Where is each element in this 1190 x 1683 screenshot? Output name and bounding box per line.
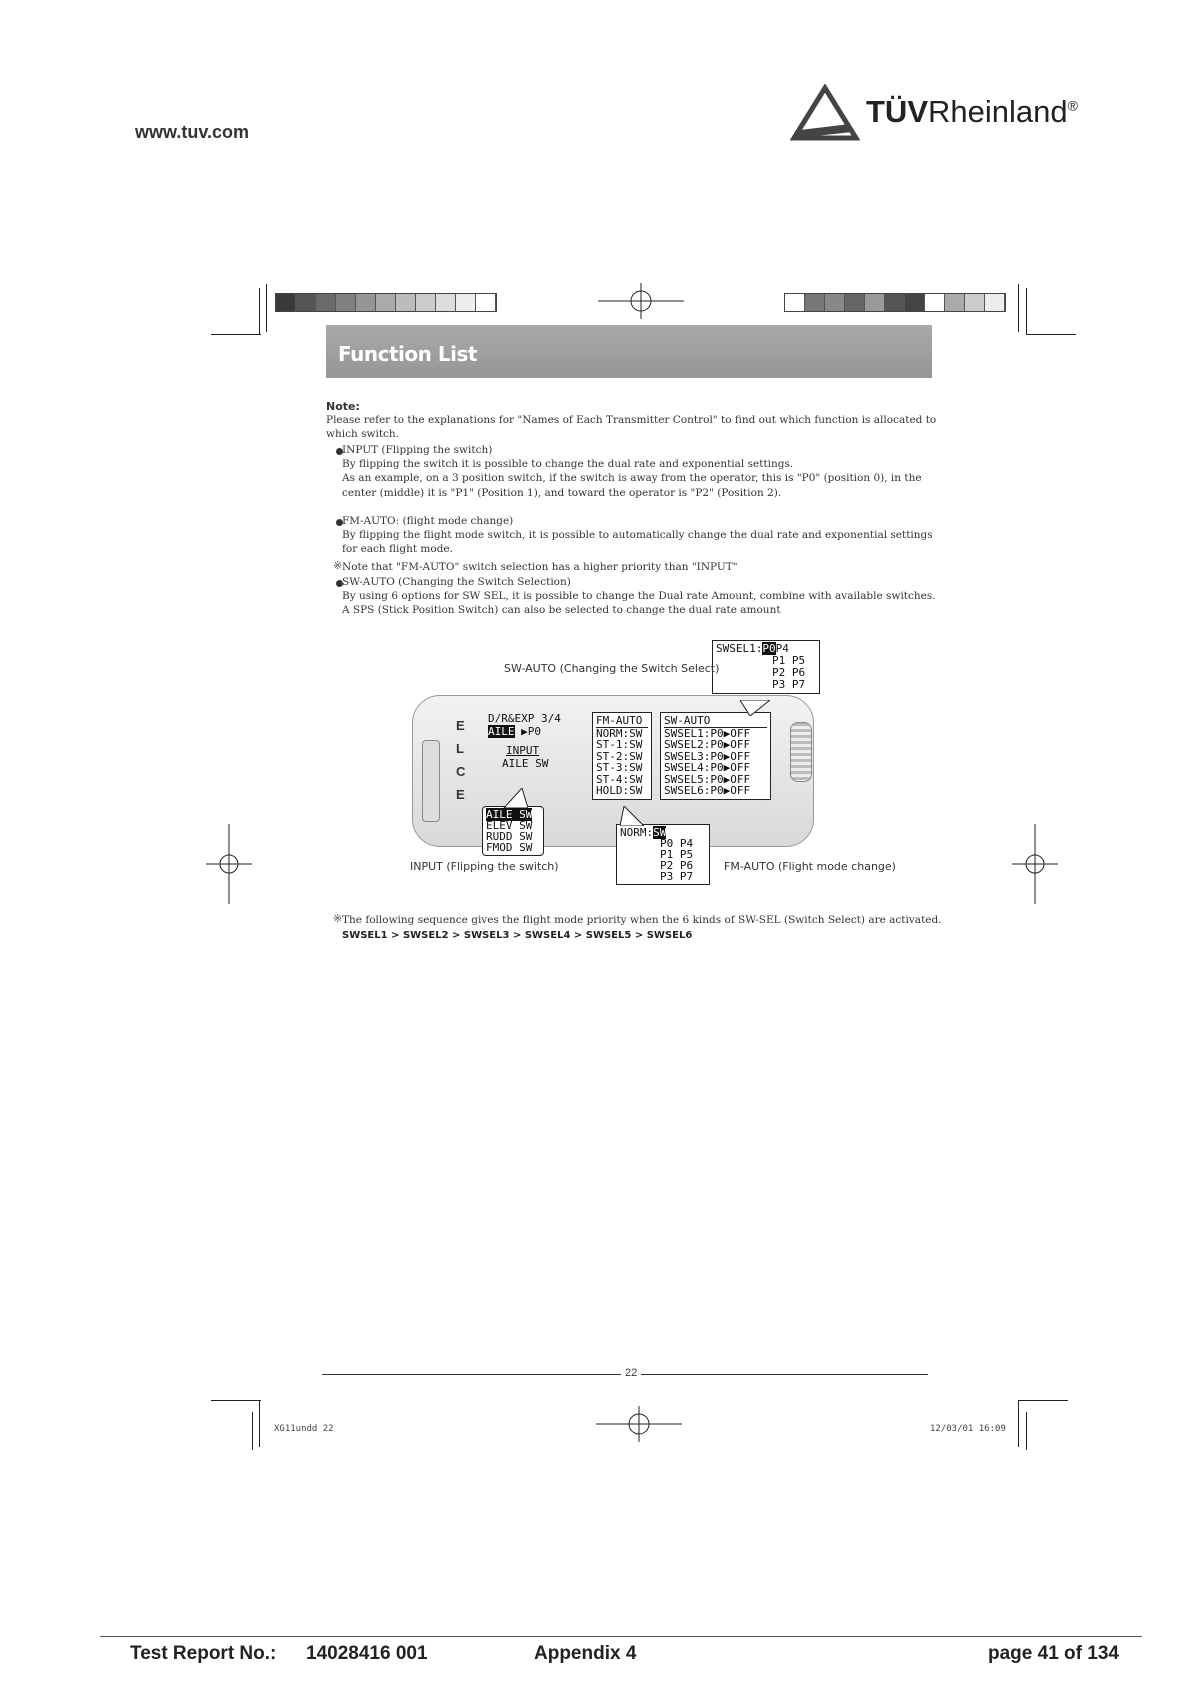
dr-exp-screen: D/R&EXP 3/4 AILE ▶P0 INPUT AILE SW (488, 712, 561, 770)
sw-auto-screen: SW-AUTO SWSEL1:P0▶OFF SWSEL2:P0▶OFF SWSEL3:P0▶OFF SWSEL4:P0▶OFF SWSEL5:P0▶OFF SWSEL6:P0▶OFF (660, 712, 771, 800)
input-section: INPUT (Flipping the switch) By flipping the switch it is possible to change the dual rate and exponential settings. As an example, on a 3 position switch, if the switch is away from the operator, this is "P0" (position 0), in the center (middle) it is "P1" (Position 1), and toward the operator is "P2" (Position 2). (342, 444, 922, 499)
website-url: www.tuv.com (135, 122, 250, 142)
asterisk-icon: ※ (333, 560, 343, 572)
triangle-logo-icon (790, 84, 860, 142)
report-number: 14028416 001 (306, 1643, 428, 1664)
fm-auto-screen: FM-AUTO NORM:SW ST-1:SW ST-2:SW ST-3:SW ST-4:SW HOLD:SW (592, 712, 652, 800)
registration-mark-icon (206, 824, 252, 904)
page-counter: page 41 of 134 (988, 1643, 1119, 1664)
caption-sw-auto: SW-AUTO (Changing the Switch Select) (504, 662, 720, 675)
caption-fm-auto: FM-AUTO (Flight mode change) (724, 860, 896, 873)
left-controls (422, 740, 440, 822)
tuv-logo (790, 84, 1130, 144)
report-number-label: Test Report No.: (130, 1643, 277, 1664)
sw-auto-section: SW-AUTO (Changing the Switch Selection) By using 6 options for SW SEL, it is possible to change the Dual rate Amount, combine with available switches. A SPS (Stick Position Switch) can also be selected to change the dual rate amount (342, 576, 936, 617)
caption-input: INPUT (Flipping the switch) (410, 860, 559, 873)
dial-icon (790, 722, 812, 782)
footer-rule (100, 1636, 1142, 1637)
sequence-note: The following sequence gives the flight mode priority when the 6 kinds of SW-SEL (Switch Select) are activated. (342, 914, 942, 926)
print-slug-left: XG11undd 22 (274, 1424, 334, 1434)
registration-mark-icon (598, 283, 684, 319)
priority-note: Note that "FM-AUTO" switch selection has a higher priority than "INPUT" (342, 561, 738, 573)
callout-pointer-icon (740, 700, 770, 716)
page-title: Function List (338, 342, 477, 366)
sw-select-popup: SWSEL1:P0P4 P1 P5 P2 P6 P3 P7 (712, 640, 820, 694)
brand-name: TÜVRheinland® (866, 94, 1078, 129)
color-bar-right (784, 293, 1006, 312)
flight-mode-popup: NORM:SW P0 P4 P1 P5 P2 P6 P3 P7 (616, 824, 710, 885)
page-number: 22 (621, 1367, 641, 1379)
callout-pointer-icon (502, 788, 528, 808)
note-heading: Note: (326, 400, 360, 413)
callout-pointer-icon (620, 806, 644, 826)
appendix-label: Appendix 4 (534, 1643, 637, 1664)
registration-mark-icon (596, 1406, 682, 1442)
sequence-order: SWSEL1 > SWSEL2 > SWSEL3 > SWSEL4 > SWSEL5 > SWSEL6 (342, 930, 693, 941)
input-switch-popup: AILE SW ELEV SW RUDD SW FMOD SW (482, 806, 544, 856)
color-bar-left (275, 293, 497, 312)
fm-auto-section: FM-AUTO: (flight mode change) By flipping the flight mode switch, it is possible to automatically change the dual rate and exponential settings for each flight mode. (342, 515, 933, 556)
side-key-labels: E L C E (456, 718, 466, 802)
registration-mark-icon (1012, 824, 1058, 904)
note-text: Please refer to the explanations for "Names of Each Transmitter Control" to find out which function is allocated to which switch. (326, 414, 937, 441)
print-slug-right: 12/03/01 16:09 (930, 1424, 1006, 1434)
function-list-banner (326, 325, 932, 378)
asterisk-icon: ※ (333, 913, 343, 925)
